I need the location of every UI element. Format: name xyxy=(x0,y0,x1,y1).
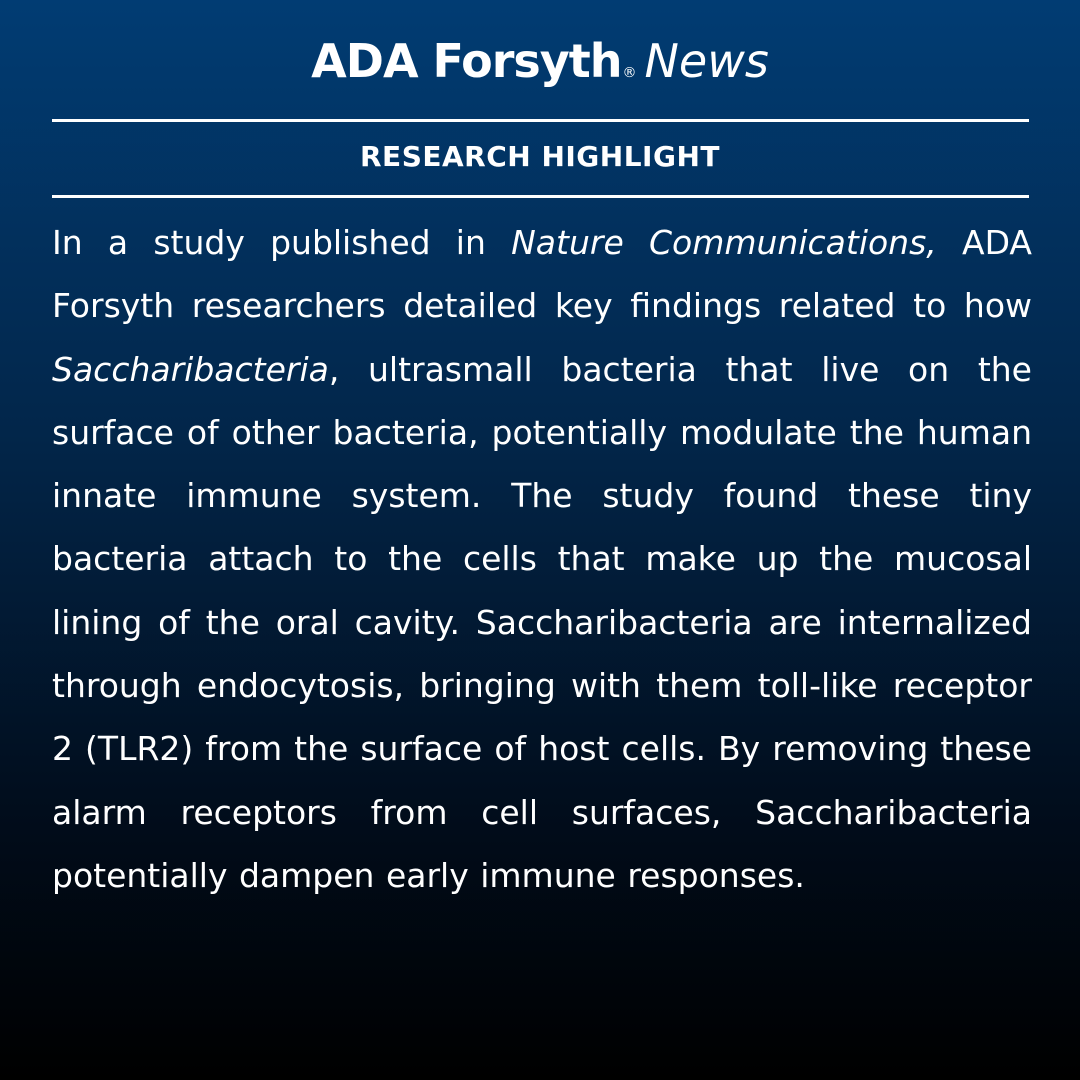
organism-name: Saccharibacteria xyxy=(52,349,329,389)
article-text-3: , ultrasmall bacteria that live on the surface of other bacteria, potentially modulate the human innate immune system. The study found these tiny bacteria attach to the cells that make up the mucosal lining of the oral cavity. Saccharibacteria are internalized through endocytosis, bringing with them toll-like receptor 2 (TLR2) from the surface of host cells. By removing these alarm receptors from cell surfaces, Saccharibacteria potentially dampen early immune responses. xyxy=(52,349,1032,895)
article-text-1: In a study published in xyxy=(52,223,512,262)
article-body xyxy=(52,211,1032,907)
article-text-2: ADA Forsyth researchers detailed key findings related to how xyxy=(52,223,1032,326)
masthead xyxy=(0,34,1080,88)
top-divider xyxy=(52,119,1029,122)
section-label: RESEARCH HIGHLIGHT xyxy=(360,140,720,173)
brand-logo-text: ADA Forsyth xyxy=(311,34,622,88)
bottom-divider xyxy=(52,195,1029,198)
section-name: News xyxy=(644,34,769,88)
journal-name: Nature Communications, xyxy=(511,223,937,262)
registered-mark: ® xyxy=(622,65,637,81)
